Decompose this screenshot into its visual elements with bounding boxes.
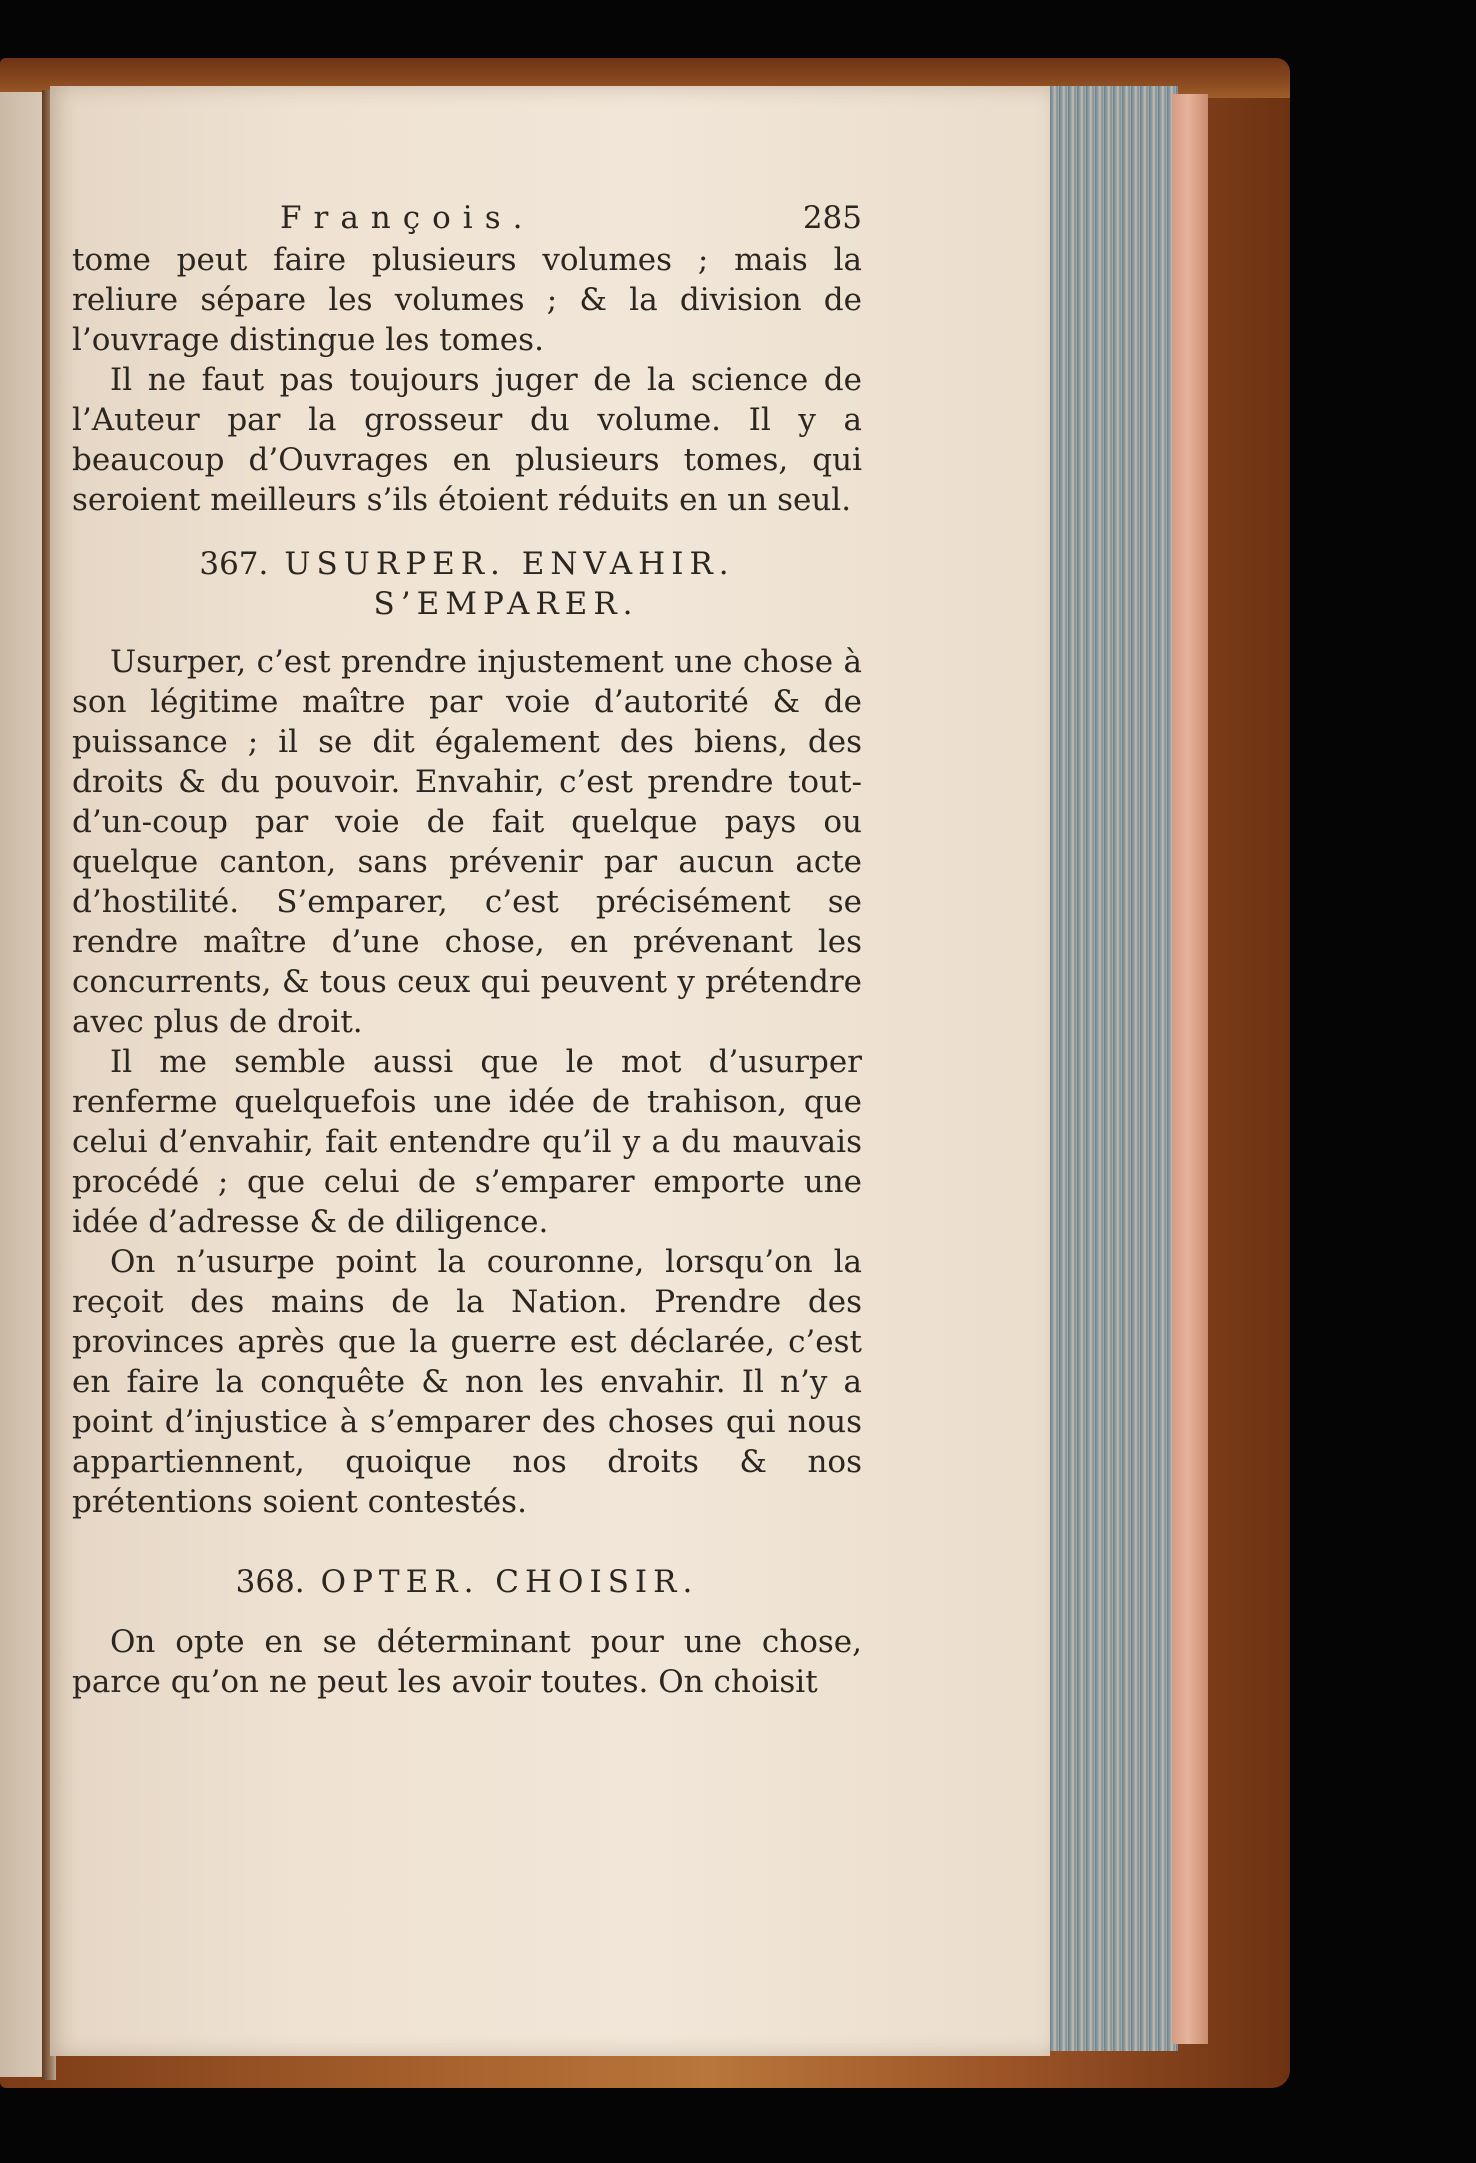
paragraph: Usurper, c’est prendre injustement une chose à son légitime maître par voie d’autorité & de puissance ; il se dit également des biens, des droits & du pouvoir. Envahir, c’est prendre tout-d’un-coup par voie de fait quelque pays ou quelque canton, sans prévenir par aucun acte d’hostilité. S’emparer, c’est précisément se rendre maître d’une chose, en prévenant les concurrents, & tous ceux qui peuvent y prétendre avec plus de droit. [72,644,862,1040]
page-edges [1050,86,1178,2051]
section-title-line-2: S’EMPARER. [373,586,639,622]
section-title: USURPER. ENVAHIR. [284,546,735,582]
page-number: 285 [802,200,862,236]
page-text [72,198,862,1702]
page-edges-inner [1172,94,1208,2044]
section-title: OPTER. CHOISIR. [320,1564,699,1600]
paragraph: On opte en se déterminant pour une chose, parce qu’on ne peut les avoir toutes. On choisit [72,1624,862,1700]
paragraph: On n’usurpe point la couronne, lorsqu’on la reçoit des mains de la Nation. Prendre des provinces après que la guerre est déclarée, c’est en faire la conquête & non les envahir. Il n’y a point d’injustice à s’emparer des choses qui nous appartiennent, quoique nos droits & nos prétentions soient contestés. [72,1244,862,1520]
left-page-edge [0,92,46,2077]
section-number: 368. [235,1564,305,1600]
running-head: François. [280,200,535,236]
running-header [72,198,862,238]
section-heading [72,544,862,624]
paragraph: tome peut faire plusieurs volumes ; mais la reliure sépare les volumes ; & la division de l’ouvrage distingue les tomes. [72,242,862,358]
section-number: 367. [199,546,269,582]
paragraph: Il ne faut pas toujours juger de la science de l’Auteur par la grosseur du volume. Il y a beaucoup d’Ouvrages en plusieurs tomes, qui seroient meilleurs s’ils étoient réduits en un seul. [72,362,862,518]
paragraph: Il me semble aussi que le mot d’usurper renferme quelquefois une idée de trahison, que celui d’envahir, fait entendre qu’il y a du mauvais procédé ; que celui de s’emparer emporte une idée d’adresse & de diligence. [72,1044,862,1240]
section-heading [72,1562,862,1602]
section-gap [72,1522,862,1540]
